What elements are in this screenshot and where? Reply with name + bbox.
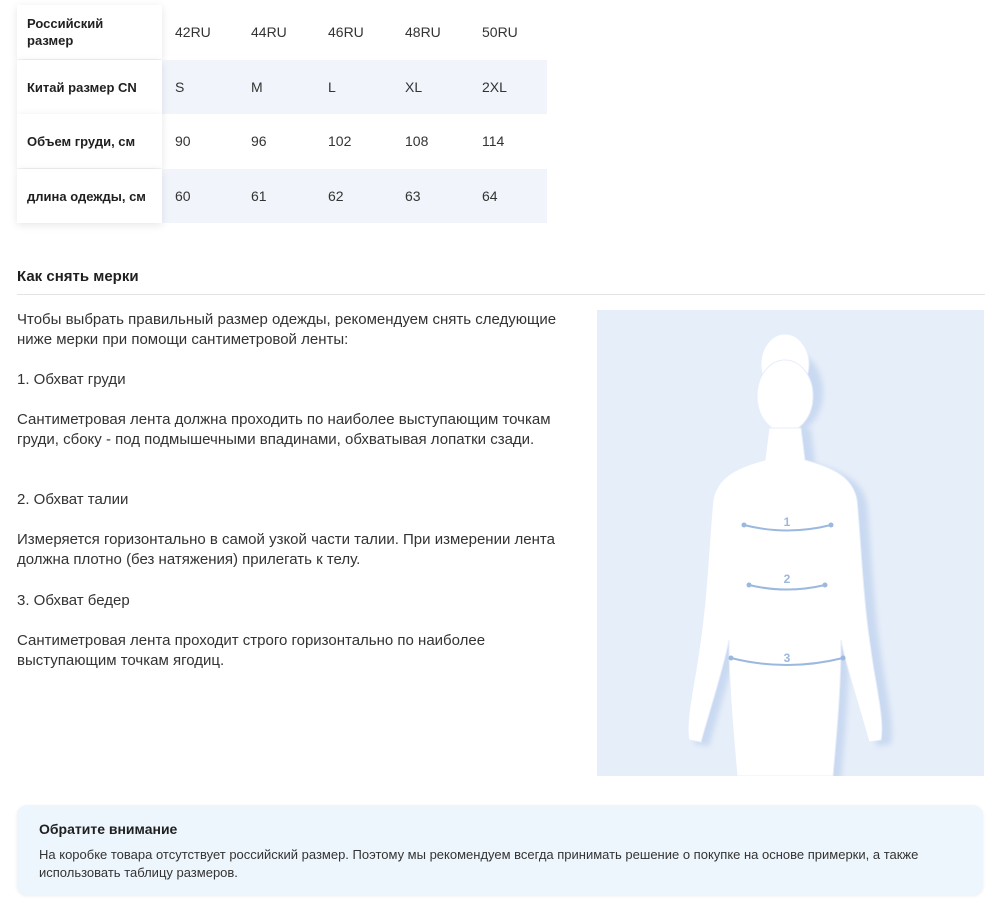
hips-mark: 3	[783, 651, 791, 665]
table-cell: 61	[251, 188, 267, 204]
table-cell: 60	[175, 188, 191, 204]
table-cell: L	[328, 79, 336, 95]
divider	[17, 294, 985, 295]
size-table	[17, 5, 547, 223]
item-text-waist: Измеряется горизонтально в самой узкой части талии. При измерении лента должна плотно (без натяжения) прилегать к телу.	[17, 531, 555, 568]
table-row	[17, 169, 547, 223]
table-cell: 63	[405, 188, 421, 204]
table-cell: 108	[405, 133, 429, 149]
notice-text: На коробке товара отсутствует российский размер. Поэтому мы рекомендуем всегда принимать решение о покупке на основе примерки, а также использовать таблицу размеров.	[39, 847, 919, 880]
body-measurement-illustration	[597, 310, 984, 776]
table-cell: M	[251, 79, 263, 95]
size-header-cell: 44RU	[251, 24, 287, 40]
size-header-cell: 48RU	[405, 24, 441, 40]
item-heading-waist: 2. Обхват талии	[17, 491, 129, 508]
item-heading-hips: 3. Обхват бедер	[17, 592, 130, 609]
table-row	[17, 114, 547, 168]
table-row	[17, 60, 547, 114]
row-label: Китай размер CN	[17, 60, 162, 114]
size-header-cell: 42RU	[175, 24, 211, 40]
row-label: Российский размер	[17, 5, 162, 59]
table-cell: 102	[328, 133, 352, 149]
table-cell: 96	[251, 133, 267, 149]
table-cell: S	[175, 79, 185, 95]
waist-mark: 2	[783, 572, 791, 586]
table-cell: 64	[482, 188, 498, 204]
intro-text: Чтобы выбрать правильный размер одежды, рекомендуем снять следующие ниже мерки при помощи сантиметровой ленты:	[17, 311, 557, 348]
notice-box	[17, 805, 983, 895]
body-silhouette-icon	[597, 310, 984, 776]
item-text-chest: Сантиметровая лента должна проходить по наиболее выступающим точкам груди, сбоку - под подмышечными впадинами, обхватывая лопатки сзади.	[17, 411, 551, 448]
notice-title: Обратите внимание	[39, 821, 178, 837]
row-label: Объем груди, см	[17, 114, 162, 168]
size-header-cell: 50RU	[482, 24, 518, 40]
row-label: длина одежды, см	[17, 169, 162, 223]
table-cell: 62	[328, 188, 344, 204]
table-cell: 90	[175, 133, 191, 149]
chest-mark: 1	[783, 515, 791, 529]
table-cell: 2XL	[482, 79, 507, 95]
section-title: Как снять мерки	[17, 268, 139, 285]
item-text-hips: Сантиметровая лента проходит строго горизонтально по наиболее выступающим точкам ягодиц.	[17, 632, 486, 669]
table-cell: 114	[482, 133, 505, 149]
item-heading-chest: 1. Обхват груди	[17, 371, 126, 388]
size-table-header-row	[17, 5, 547, 59]
size-header-cell: 46RU	[328, 24, 364, 40]
table-cell: XL	[405, 79, 423, 95]
